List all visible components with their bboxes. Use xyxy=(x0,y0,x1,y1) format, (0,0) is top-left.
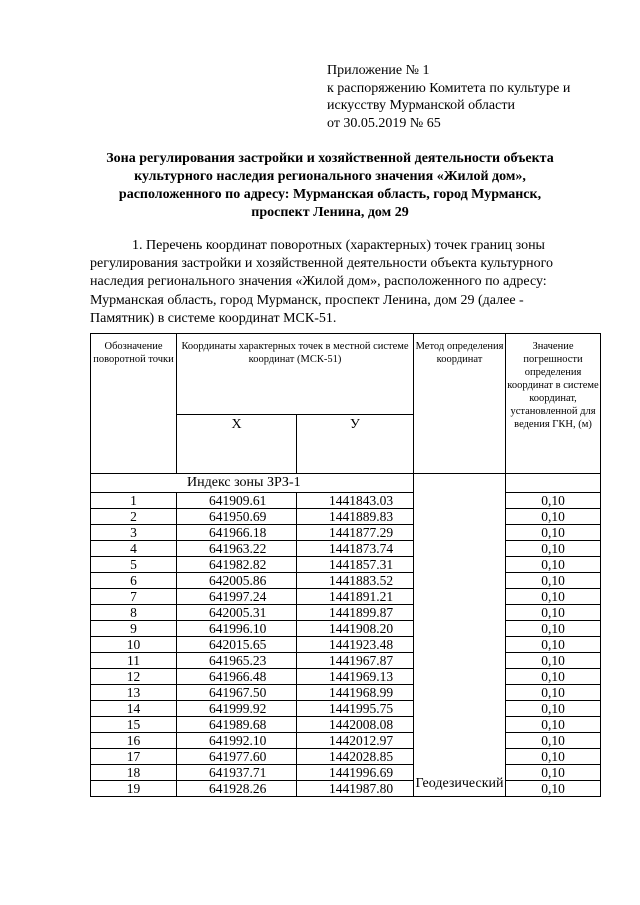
title-line: проспект Ленина, дом 29 xyxy=(251,205,409,220)
coord-y: 1441969.13 xyxy=(297,669,414,685)
coord-x: 641950.69 xyxy=(177,509,297,525)
paragraph-line: 1. Перечень координат поворотных (характерных) точек границ зоны xyxy=(132,238,545,253)
appendix-line: Приложение № 1 xyxy=(327,63,430,78)
point-number: 1 xyxy=(91,493,177,509)
coord-x: 641977.60 xyxy=(177,749,297,765)
point-number: 2 xyxy=(91,509,177,525)
point-number: 9 xyxy=(91,621,177,637)
coord-x: 641999.92 xyxy=(177,701,297,717)
accuracy-value: 0,10 xyxy=(506,685,601,701)
point-number: 6 xyxy=(91,573,177,589)
appendix-line: к распоряжению Комитета по культуре и xyxy=(327,80,571,96)
coord-y: 1441889.83 xyxy=(297,509,414,525)
point-number: 7 xyxy=(91,589,177,605)
accuracy-value: 0,10 xyxy=(506,525,601,541)
coord-y: 1441857.31 xyxy=(297,557,414,573)
coord-x: 641937.71 xyxy=(177,765,297,781)
point-number: 8 xyxy=(91,605,177,621)
table-row xyxy=(91,637,601,653)
coord-y: 1441996.69 xyxy=(297,765,414,781)
accuracy-value: 0,10 xyxy=(506,653,601,669)
coord-y: 1441923.48 xyxy=(297,637,414,653)
coord-x: 641997.24 xyxy=(177,589,297,605)
appendix-line: искусству Мурманской области xyxy=(327,98,515,113)
table-row xyxy=(91,653,601,669)
coord-y: 1441899.87 xyxy=(297,605,414,621)
point-number: 18 xyxy=(91,765,177,781)
coord-y: 1441877.29 xyxy=(297,525,414,541)
zone-accuracy-empty xyxy=(506,474,601,493)
coord-x: 641996.10 xyxy=(177,621,297,637)
accuracy-value: 0,10 xyxy=(506,749,601,765)
table-row xyxy=(91,541,601,557)
coord-y: 1441987.80 xyxy=(297,781,414,797)
table-row xyxy=(91,509,601,525)
coord-x: 641992.10 xyxy=(177,733,297,749)
paragraph-line: наследия регионального значения «Жилой дом», расположенного по адресу: xyxy=(90,274,547,290)
table-row xyxy=(91,605,601,621)
table-header-row xyxy=(91,334,601,415)
accuracy-value: 0,10 xyxy=(506,701,601,717)
accuracy-value: 0,10 xyxy=(506,765,601,781)
appendix-header xyxy=(327,62,570,132)
accuracy-value: 0,10 xyxy=(506,621,601,637)
intro-paragraph xyxy=(90,237,600,328)
table-row xyxy=(91,573,601,589)
table-row xyxy=(91,525,601,541)
coord-y: 1441843.03 xyxy=(297,493,414,509)
coord-x: 641909.61 xyxy=(177,493,297,509)
coord-x: 642005.86 xyxy=(177,573,297,589)
table-row xyxy=(91,701,601,717)
header-accuracy: Значение погрешности определения координат в системе координат, установленной для ведения ГКН, (м) xyxy=(506,334,601,474)
table-row xyxy=(91,669,601,685)
coord-y: 1441995.75 xyxy=(297,701,414,717)
table-row xyxy=(91,589,601,605)
table-row xyxy=(91,781,601,797)
coord-y: 1441873.74 xyxy=(297,541,414,557)
coord-x: 641966.18 xyxy=(177,525,297,541)
coord-x: 641967.50 xyxy=(177,685,297,701)
paragraph-line: регулирования застройки и хозяйственной деятельности объекта культурного xyxy=(90,256,554,272)
coord-y: 1442008.08 xyxy=(297,717,414,733)
coord-y: 1441967.87 xyxy=(297,653,414,669)
point-number: 3 xyxy=(91,525,177,541)
coord-y: 1442012.97 xyxy=(297,733,414,749)
point-number: 14 xyxy=(91,701,177,717)
header-y: У xyxy=(297,415,414,474)
coord-x: 642005.31 xyxy=(177,605,297,621)
zone-label: Индекс зоны ЗРЗ-1 xyxy=(91,474,414,493)
coord-x: 641982.82 xyxy=(177,557,297,573)
point-number: 5 xyxy=(91,557,177,573)
coord-x: 641965.23 xyxy=(177,653,297,669)
point-number: 4 xyxy=(91,541,177,557)
point-number: 17 xyxy=(91,749,177,765)
title-line: Зона регулирования застройки и хозяйственной деятельности объекта xyxy=(106,151,554,166)
point-number: 15 xyxy=(91,717,177,733)
accuracy-value: 0,10 xyxy=(506,717,601,733)
accuracy-value: 0,10 xyxy=(506,733,601,749)
coord-y: 1442028.85 xyxy=(297,749,414,765)
coord-y: 1441891.21 xyxy=(297,589,414,605)
coord-x: 641989.68 xyxy=(177,717,297,733)
coord-y: 1441908.20 xyxy=(297,621,414,637)
point-number: 16 xyxy=(91,733,177,749)
point-number: 13 xyxy=(91,685,177,701)
accuracy-value: 0,10 xyxy=(506,509,601,525)
coordinates-table xyxy=(90,333,601,797)
accuracy-value: 0,10 xyxy=(506,541,601,557)
accuracy-value: 0,10 xyxy=(506,605,601,621)
point-number: 12 xyxy=(91,669,177,685)
table-row xyxy=(91,749,601,765)
coord-x: 642015.65 xyxy=(177,637,297,653)
accuracy-value: 0,10 xyxy=(506,781,601,797)
table-row xyxy=(91,685,601,701)
header-coordinates: Координаты характерных точек в местной системе координат (МСК-51) xyxy=(177,334,414,415)
paragraph-line: Мурманская область, город Мурманск, проспект Ленина, дом 29 (далее - xyxy=(90,292,524,308)
accuracy-value: 0,10 xyxy=(506,637,601,653)
zone-row xyxy=(91,474,601,493)
table-row xyxy=(91,733,601,749)
accuracy-value: 0,10 xyxy=(506,557,601,573)
coord-x: 641928.26 xyxy=(177,781,297,797)
coord-x: 641966.48 xyxy=(177,669,297,685)
title-line: расположенного по адресу: Мурманская область, город Мурманск, xyxy=(118,187,542,202)
appendix-line: от 30.05.2019 № 65 xyxy=(327,115,441,131)
table-row xyxy=(91,765,601,781)
coord-y: 1441968.99 xyxy=(297,685,414,701)
coord-y: 1441883.52 xyxy=(297,573,414,589)
header-method: Метод определения координат xyxy=(414,334,506,474)
coord-x: 641963.22 xyxy=(177,541,297,557)
table-row xyxy=(91,557,601,573)
document-title xyxy=(70,150,590,222)
paragraph-line: Памятник) в системе координат МСК-51. xyxy=(90,310,337,326)
point-number: 19 xyxy=(91,781,177,797)
point-number: 10 xyxy=(91,637,177,653)
accuracy-value: 0,10 xyxy=(506,589,601,605)
table-row xyxy=(91,493,601,509)
accuracy-value: 0,10 xyxy=(506,669,601,685)
table-row xyxy=(91,717,601,733)
point-number: 11 xyxy=(91,653,177,669)
header-x: Х xyxy=(177,415,297,474)
accuracy-value: 0,10 xyxy=(506,573,601,589)
title-line: культурного наследия регионального значения «Жилой дом», xyxy=(134,169,526,184)
table-row xyxy=(91,621,601,637)
header-point: Обозначение поворотной точки xyxy=(91,334,177,474)
accuracy-value: 0,10 xyxy=(506,493,601,509)
method-cell: Геодезический xyxy=(414,474,506,797)
